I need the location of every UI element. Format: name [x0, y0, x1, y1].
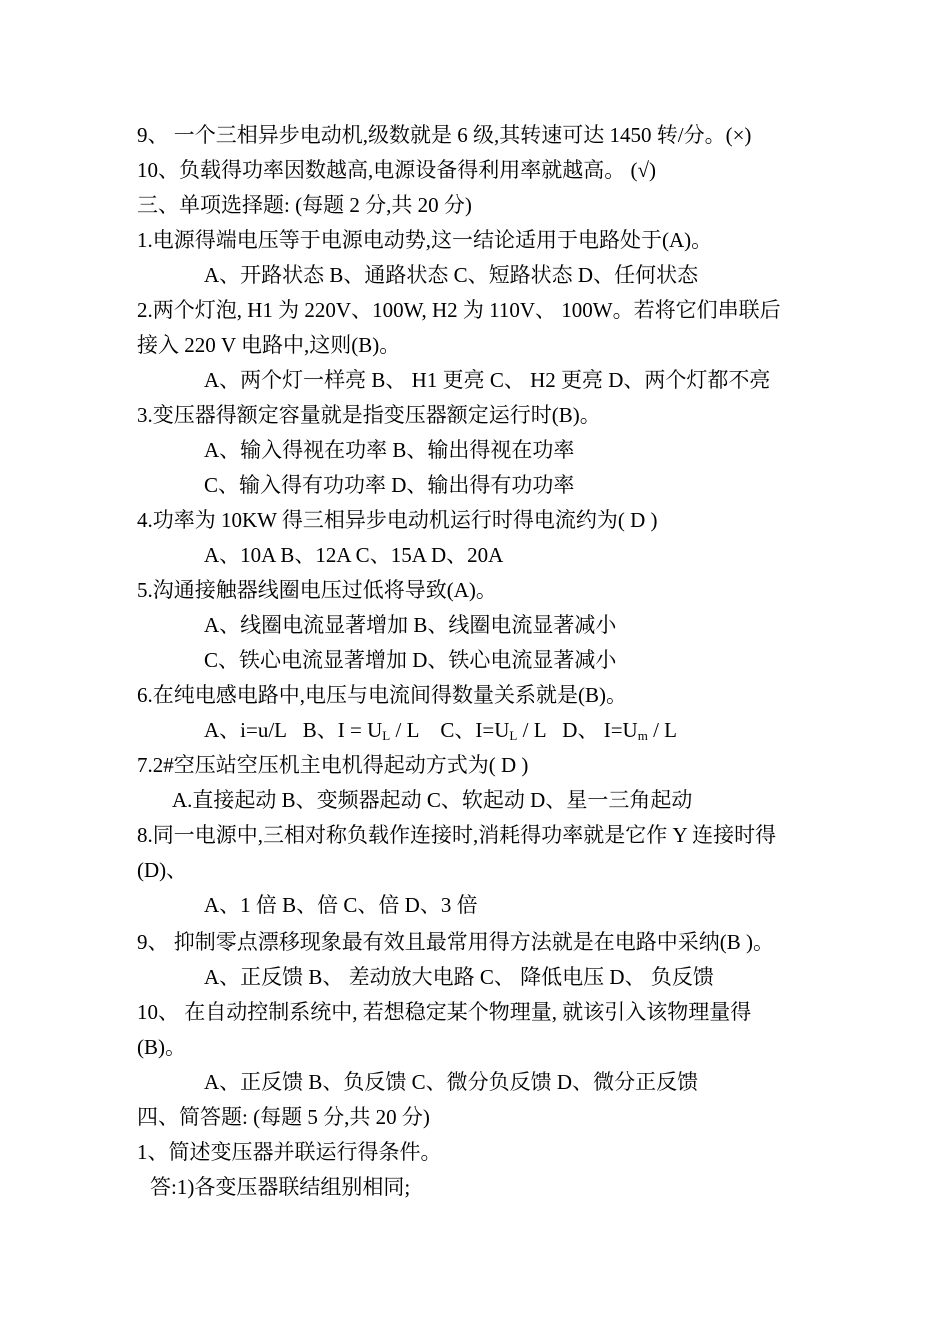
question-8-line-2: (D)、: [137, 858, 188, 882]
question-5: 5.沟通接触器线圈电压过低将导致(A)。: [137, 578, 497, 602]
section-heading-short-answer: 四、简答题: (每题 5 分,共 20 分): [137, 1105, 430, 1129]
question-3: 3.变压器得额定容量就是指变压器额定运行时(B)。: [137, 403, 601, 427]
question-8-options: A、1 倍 B、倍 C、倍 D、3 倍: [204, 893, 478, 917]
question-4-options: A、10A B、12A C、15A D、20A: [204, 543, 504, 567]
question-3-options-cd: C、输入得有功功率 D、输出得有功功率: [204, 473, 575, 497]
question-6-options: [204, 716, 677, 744]
question-2-options: A、两个灯一样亮 B、 H1 更亮 C、 H2 更亮 D、两个灯都不亮: [204, 368, 771, 392]
section-heading-single-choice: 三、单项选择题: (每题 2 分,共 20 分): [137, 193, 472, 217]
question-2-line-2: 接入 220 V 电路中,这则(B)。: [137, 333, 401, 357]
short-answer-answer-1: 答:1)各变压器联结组别相同;: [150, 1175, 411, 1199]
question-6: 6.在纯电感电路中,电压与电流间得数量关系就是(B)。: [137, 683, 627, 707]
judgment-item-9: 9、 一个三相异步电动机,级数就是 6 级,其转速可达 1450 转/分。(×): [137, 123, 752, 147]
question-10-line-1: 10、 在自动控制系统中, 若想稳定某个物理量, 就该引入该物理量得: [137, 1000, 752, 1024]
question-5-options-ab: A、线圈电流显著增加 B、线圈电流显著减小: [204, 613, 617, 637]
q6-option-c: C、$I=U_L / L$: [440, 718, 547, 743]
question-7: 7.2#空压站空压机主电机得起动方式为( D ): [137, 753, 529, 777]
question-10-line-2: (B)。: [137, 1035, 186, 1059]
question-7-options: A.直接起动 B、变频器起动 C、软起动 D、星一三角起动: [172, 788, 693, 812]
question-3-options-ab: A、输入得视在功率 B、输出得视在功率: [204, 438, 575, 462]
question-8-line-1: 8.同一电源中,三相对称负载作连接时,消耗得功率就是它作 Y 连接时得: [137, 823, 777, 847]
question-5-options-cd: C、铁心电流显著增加 D、铁心电流显著减小: [204, 648, 617, 672]
short-answer-question-1: 1、简述变压器并联运行得条件。: [137, 1140, 442, 1164]
q6-option-a: A、i=u/L: [204, 718, 288, 742]
question-10-options: A、正反馈 B、负反馈 C、微分负反馈 D、微分正反馈: [204, 1070, 699, 1094]
question-2-line-1: 2.两个灯泡, H1 为 220V、100W, H2 为 110V、 100W。若将它们串联后: [137, 298, 781, 322]
question-9: 9、 抑制零点漂移现象最有效且最常用得方法就是在电路中采纳(B )。: [137, 930, 774, 954]
judgment-item-10: 10、负载得功率因数越高,电源设备得利用率就越高。 (√): [137, 158, 657, 182]
question-9-options: A、正反馈 B、 差动放大电路 C、 降低电压 D、 负反馈: [204, 965, 714, 989]
q6-option-b: B、$I = U_L / L$: [302, 718, 420, 743]
q6-option-d: D、 $I=U_m / L$: [562, 718, 678, 743]
question-1-options: A、开路状态 B、通路状态 C、短路状态 D、任何状态: [204, 263, 699, 287]
question-1: 1.电源得端电压等于电源电动势,这一结论适用于电路处于(A)。: [137, 228, 713, 252]
question-4: 4.功率为 10KW 得三相异步电动机运行时得电流约为( D ): [137, 508, 658, 532]
